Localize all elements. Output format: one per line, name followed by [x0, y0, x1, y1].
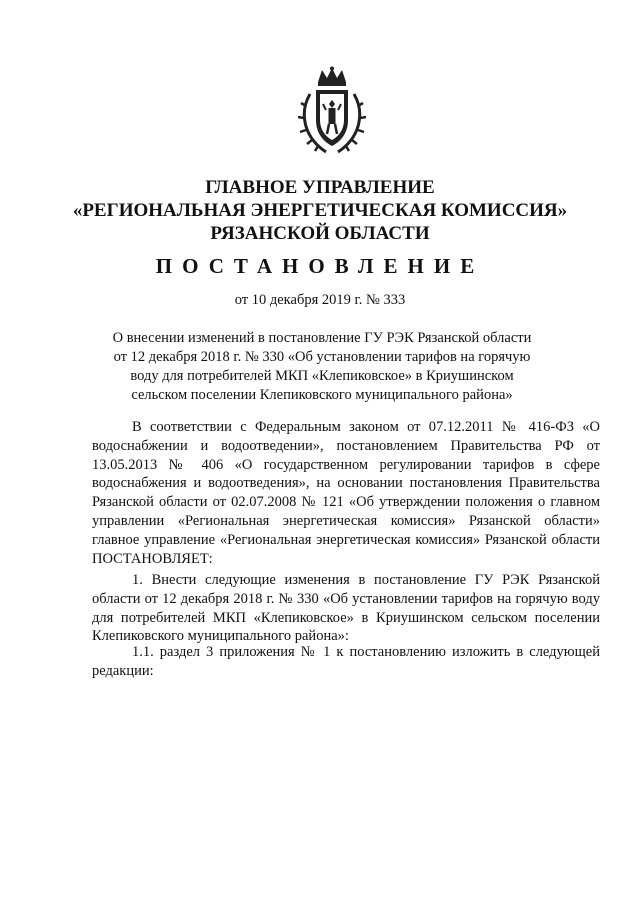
agency-name-line-3: РЯЗАНСКОЙ ОБЛАСТИ — [210, 223, 430, 244]
agency-name-line-1: ГЛАВНОЕ УПРАВЛЕНИЕ — [205, 177, 435, 198]
document-type: ПОСТАНОВЛЕНИЕ — [155, 254, 485, 278]
item-1-1-paragraph: 1.1. раздел 3 приложения № 1 к постановлению изложить в следующей редакции: — [92, 644, 600, 679]
document-date-number: от 10 декабря 2019 г. № 333 — [234, 292, 406, 308]
agency-name-line-2: «РЕГИОНАЛЬНАЯ ЭНЕРГЕТИЧЕСКАЯ КОМИССИЯ» — [72, 200, 568, 221]
document-subject: О внесении изменений в постановление ГУ РЭК Рязанской области от 12 декабря 2018 г. № 330 «Об установлении тарифов на горячую воду для потребителей МКП «Клепиковское» в Криушинском сельском поселении Клепиковского муниципального района» — [112, 330, 532, 403]
coat-of-arms-icon — [296, 66, 368, 156]
preamble-paragraph: В соответствии с Федеральным законом от 07.12.2011 № 416-ФЗ «О водоснабжении и водоотведении», постановлением Правительства РФ от 13.05.2013 № 406 «О государственном регулировании тарифов в сфере водоснабжения и водоотведения», на основании постановления Правительства Рязанской области от 02.07.2008 № 121 «Об утверждении положения о главном управлении «Региональная энергетическая комиссия» Рязанской области» главное управление «Региональная энергетическая комиссия» Рязанской области ПОСТАНОВЛЯЕТ: — [92, 419, 600, 567]
item-1-paragraph: 1. Внести следующие изменения в постановление ГУ РЭК Рязанской области от 12 декабря 2018 г. № 330 «Об установлении тарифов на горячую воду для потребителей МКП «Клепиковское» в Криушинском сельском поселении Клепиковского муниципального района»: — [92, 572, 600, 645]
